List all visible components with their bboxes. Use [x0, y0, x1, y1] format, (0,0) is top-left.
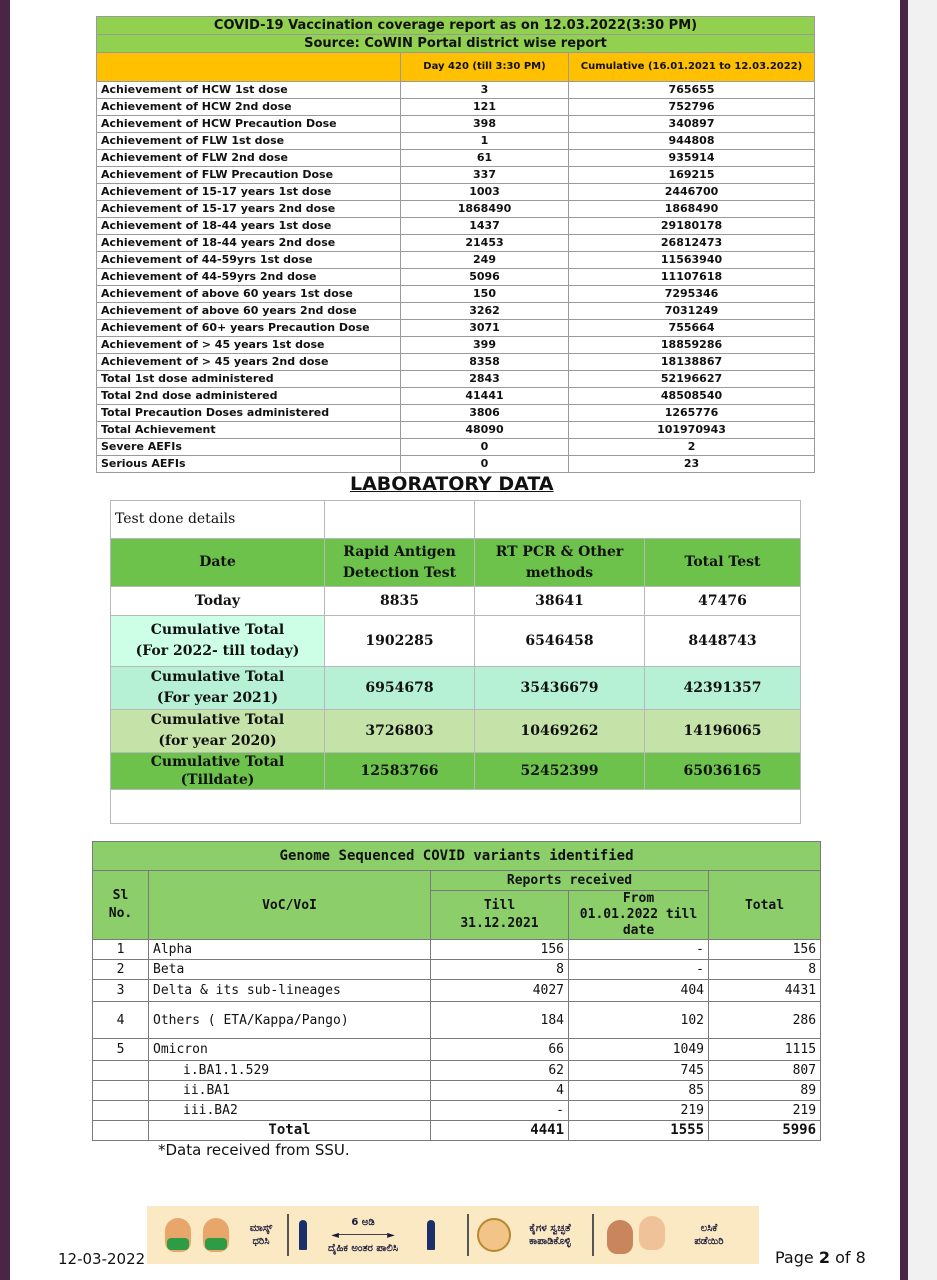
genome-header-from [569, 891, 709, 940]
genome-row-sl [93, 1081, 149, 1101]
row-cumulative: 752796 [569, 99, 815, 116]
lab-caption-blank-1 [325, 501, 475, 539]
row-day: 249 [401, 252, 569, 269]
genome-header-from-line2: 01.01.2022 till [579, 907, 698, 922]
row-day: 121 [401, 99, 569, 116]
vaccination-row [97, 150, 815, 167]
row-label: Achievement of > 45 years 1st dose [97, 337, 401, 354]
vaccination-row [97, 99, 815, 116]
vaccination-row [97, 337, 815, 354]
row-label: Total Precaution Doses administered [97, 405, 401, 422]
banner-divider-2 [467, 1214, 469, 1256]
row-label: Severe AEFIs [97, 439, 401, 456]
row-cumulative: 11563940 [569, 252, 815, 269]
lab-row-2020-line2: (for year 2020) [158, 733, 277, 749]
row-day: 48090 [401, 422, 569, 439]
genome-header-till-line1: Till [483, 898, 516, 913]
genome-row-sl: 4 [93, 1002, 149, 1039]
genome-row [93, 960, 821, 980]
genome-header-voc: VoC/VoI [149, 871, 431, 940]
row-cumulative: 2446700 [569, 184, 815, 201]
genome-row-till: 8 [431, 960, 569, 980]
row-label: Total 1st dose administered [97, 371, 401, 388]
lab-row-2022-total: 8448743 [645, 616, 801, 667]
vaccination-row [97, 269, 815, 286]
genome-total-sl [93, 1121, 149, 1141]
lab-row-2021-label [111, 667, 325, 710]
genome-row [93, 1081, 821, 1101]
lab-row-2022-line2: (For 2022- till today) [135, 643, 300, 659]
lab-row-tilldate-line2: (Tilldate) [180, 772, 255, 788]
row-cumulative: 11107618 [569, 269, 815, 286]
genome-row [93, 940, 821, 960]
genome-header-sl-line2: No. [108, 906, 133, 921]
row-cumulative: 48508540 [569, 388, 815, 405]
row-cumulative: 7295346 [569, 286, 815, 303]
row-label: Total 2nd dose administered [97, 388, 401, 405]
vaccination-row [97, 201, 815, 218]
row-label: Achievement of 18-44 years 2nd dose [97, 235, 401, 252]
lab-header-rat-line1: Rapid Antigen [343, 543, 456, 560]
vaccination-row [97, 303, 815, 320]
row-label: Achievement of FLW Precaution Dose [97, 167, 401, 184]
lab-header-rtpcr-line2: methods [525, 564, 594, 581]
page-number [775, 1248, 866, 1267]
header-day: Day 420 (till 3:30 PM) [401, 53, 569, 82]
banner-divider-3 [592, 1214, 594, 1256]
row-day: 61 [401, 150, 569, 167]
lab-title: LABORATORY DATA [350, 473, 554, 495]
lab-row-today-total: 47476 [645, 587, 801, 616]
row-cumulative: 23 [569, 456, 815, 473]
person-icon-2 [427, 1220, 435, 1250]
row-day: 41441 [401, 388, 569, 405]
genome-row-name: ii.BA1 [149, 1081, 431, 1101]
genome-row-total: 8 [709, 960, 821, 980]
row-cumulative: 755664 [569, 320, 815, 337]
genome-total-total: 5996 [709, 1121, 821, 1141]
genome-row-from: 1049 [569, 1039, 709, 1061]
vaccination-row [97, 286, 815, 303]
genome-row-name: Delta & its sub-lineages [149, 980, 431, 1002]
lab-row-today-rtpcr: 38641 [475, 587, 645, 616]
genome-row-till: 184 [431, 1002, 569, 1039]
row-day: 1003 [401, 184, 569, 201]
genome-total-till: 4441 [431, 1121, 569, 1141]
vaccination-row [97, 167, 815, 184]
genome-row-name: Beta [149, 960, 431, 980]
genome-row-sl: 3 [93, 980, 149, 1002]
genome-row-total: 807 [709, 1061, 821, 1081]
genome-row-name: Others ( ETA/Kappa/Pango) [149, 1002, 431, 1039]
genome-header-sl [93, 871, 149, 940]
genome-row-from: 745 [569, 1061, 709, 1081]
genome-row-sl: 5 [93, 1039, 149, 1061]
lab-row-today-rat: 8835 [325, 587, 475, 616]
row-label: Achievement of 18-44 years 1st dose [97, 218, 401, 235]
genome-row-name: iii.BA2 [149, 1101, 431, 1121]
banner-distance-line2: ದೈಹಿಕ ಅಂತರ ಪಾಲಿಸಿ [327, 1243, 399, 1254]
data-source-note: *Data received from SSU. [158, 1141, 350, 1159]
genome-table [92, 841, 821, 1141]
row-label: Achievement of > 45 years 2nd dose [97, 354, 401, 371]
lab-row-tilldate-label [111, 753, 325, 790]
row-cumulative: 7031249 [569, 303, 815, 320]
row-day: 3806 [401, 405, 569, 422]
genome-header-till-line2: 31.12.2021 [460, 916, 539, 931]
lab-row-2021-rat: 6954678 [325, 667, 475, 710]
genome-row-from: 85 [569, 1081, 709, 1101]
row-day: 2843 [401, 371, 569, 388]
genome-header-from-line3: date [622, 923, 655, 938]
row-label: Achievement of FLW 2nd dose [97, 150, 401, 167]
genome-header-sl-line1: Sl [112, 888, 129, 903]
genome-row [93, 1039, 821, 1061]
doctor-icon [639, 1216, 665, 1250]
genome-total-label: Total [149, 1121, 431, 1141]
lab-header-date: Date [111, 539, 325, 587]
genome-row-name: i.BA1.1.529 [149, 1061, 431, 1081]
vaccination-person-icon [607, 1220, 633, 1254]
vaccination-row [97, 371, 815, 388]
genome-row-name: Alpha [149, 940, 431, 960]
row-day: 21453 [401, 235, 569, 252]
genome-row-from: 219 [569, 1101, 709, 1121]
genome-row-total: 4431 [709, 980, 821, 1002]
banner-divider-1 [287, 1214, 289, 1256]
vaccination-row [97, 422, 815, 439]
vaccination-row [97, 133, 815, 150]
genome-row-till: 62 [431, 1061, 569, 1081]
lab-empty-row [111, 790, 801, 824]
genome-rows [93, 940, 821, 1121]
banner-wash-text [515, 1222, 585, 1248]
hand-wash-icon [477, 1218, 511, 1252]
row-day: 1437 [401, 218, 569, 235]
row-cumulative: 29180178 [569, 218, 815, 235]
row-label: Achievement of 44-59yrs 1st dose [97, 252, 401, 269]
genome-row-from: - [569, 960, 709, 980]
row-cumulative: 169215 [569, 167, 815, 184]
vaccination-table [96, 16, 815, 473]
banner-mask-text [237, 1222, 285, 1248]
genome-row-sl [93, 1101, 149, 1121]
row-day: 3 [401, 82, 569, 99]
genome-row-from: 102 [569, 1002, 709, 1039]
lab-row-2022-line1: Cumulative Total [150, 622, 285, 638]
vaccination-row [97, 388, 815, 405]
row-day: 1868490 [401, 201, 569, 218]
row-label: Achievement of FLW 1st dose [97, 133, 401, 150]
banner-mask-line2: ಧರಿಸಿ [252, 1236, 270, 1247]
genome-row-sl: 2 [93, 960, 149, 980]
lab-row-2022-rat: 1902285 [325, 616, 475, 667]
lab-caption-blank-2 [475, 501, 801, 539]
row-day: 0 [401, 456, 569, 473]
row-label: Achievement of HCW 2nd dose [97, 99, 401, 116]
genome-row-till: 4027 [431, 980, 569, 1002]
row-cumulative: 18138867 [569, 354, 815, 371]
mask-icon [167, 1238, 189, 1250]
lab-header-total: Total Test [645, 539, 801, 587]
genome-row-total: 1115 [709, 1039, 821, 1061]
lab-row-2021-line1: Cumulative Total [150, 669, 285, 685]
genome-header-till [431, 891, 569, 940]
person-icon [299, 1220, 307, 1250]
row-label: Achievement of 15-17 years 1st dose [97, 184, 401, 201]
banner-wash-line1: ಕೈಗಳ ಸ್ವಚ್ಛತೆ [529, 1223, 571, 1234]
lab-row-tilldate-rtpcr: 52452399 [475, 753, 645, 790]
vaccination-row [97, 405, 815, 422]
row-cumulative: 101970943 [569, 422, 815, 439]
right-border [900, 0, 908, 1280]
lab-header-rat [325, 539, 475, 587]
row-cumulative: 944808 [569, 133, 815, 150]
genome-row-till: 156 [431, 940, 569, 960]
lab-row-2020-rtpcr: 10469262 [475, 710, 645, 753]
vaccination-row [97, 354, 815, 371]
banner-mask-line1: ಮಾಸ್ಕ್ [249, 1223, 273, 1234]
row-cumulative: 1265776 [569, 405, 815, 422]
row-cumulative: 18859286 [569, 337, 815, 354]
row-day: 8358 [401, 354, 569, 371]
vaccination-row [97, 439, 815, 456]
lab-row-2021-total: 42391357 [645, 667, 801, 710]
row-day: 5096 [401, 269, 569, 286]
genome-row [93, 1061, 821, 1081]
row-cumulative: 2 [569, 439, 815, 456]
row-day: 399 [401, 337, 569, 354]
row-label: Achievement of HCW Precaution Dose [97, 116, 401, 133]
header-cumulative: Cumulative (16.01.2021 to 12.03.2022) [569, 53, 815, 82]
row-day: 1 [401, 133, 569, 150]
lab-row-2022-rtpcr: 6546458 [475, 616, 645, 667]
genome-row [93, 1101, 821, 1121]
row-day: 3071 [401, 320, 569, 337]
row-cumulative: 1868490 [569, 201, 815, 218]
genome-row-till: 4 [431, 1081, 569, 1101]
lab-row-2020-line1: Cumulative Total [150, 712, 285, 728]
vaccination-row [97, 218, 815, 235]
row-label: Achievement of 44-59yrs 2nd dose [97, 269, 401, 286]
vaccination-rows [97, 82, 815, 473]
lab-table [110, 500, 801, 824]
genome-header-reports: Reports received [431, 871, 709, 891]
banner-distance-text [313, 1216, 413, 1255]
vaccination-row [97, 82, 815, 99]
genome-row-total: 89 [709, 1081, 821, 1101]
row-day: 150 [401, 286, 569, 303]
vaccination-source: Source: CoWIN Portal district wise report [97, 35, 815, 53]
vaccination-row [97, 235, 815, 252]
lab-header-rtpcr-line1: RT PCR & Other [495, 543, 624, 560]
page-prefix: Page [775, 1248, 814, 1267]
row-cumulative: 26812473 [569, 235, 815, 252]
advisory-banner [147, 1206, 759, 1264]
vaccination-row [97, 116, 815, 133]
lab-row-2022-label [111, 616, 325, 667]
lab-row-2021-rtpcr: 35436679 [475, 667, 645, 710]
left-border [0, 0, 10, 1280]
vaccination-row [97, 456, 815, 473]
lab-row-2020-total: 14196065 [645, 710, 801, 753]
row-day: 337 [401, 167, 569, 184]
row-label: Serious AEFIs [97, 456, 401, 473]
banner-vaccine-line2: ಪಡೆಯಿರಿ [694, 1236, 724, 1247]
lab-caption: Test done details [111, 501, 325, 539]
banner-wash-line2: ಕಾಪಾಡಿಕೊಳ್ಳಿ [529, 1236, 571, 1247]
lab-header-rat-line2: Detection Test [342, 564, 457, 581]
mask-icon-2 [205, 1238, 227, 1250]
genome-row [93, 980, 821, 1002]
banner-vaccine-line1: ಲಸಿಕೆ [700, 1223, 718, 1234]
lab-header-rtpcr [475, 539, 645, 587]
genome-row-till: - [431, 1101, 569, 1121]
lab-row-tilldate-rat: 12583766 [325, 753, 475, 790]
genome-header-total: Total [709, 871, 821, 940]
vaccination-row [97, 320, 815, 337]
genome-row-name: Omicron [149, 1039, 431, 1061]
row-day: 398 [401, 116, 569, 133]
row-label: Achievement of above 60 years 1st dose [97, 286, 401, 303]
lab-row-tilldate-line1: Cumulative Total [150, 754, 285, 770]
right-margin [908, 0, 937, 1280]
row-label: Total Achievement [97, 422, 401, 439]
footer-date: 12-03-2022 [58, 1250, 146, 1268]
vaccination-title: COVID-19 Vaccination coverage report as on 12.03.2022(3:30 PM) [97, 17, 815, 35]
genome-row-from: 404 [569, 980, 709, 1002]
lab-row-today-label: Today [111, 587, 325, 616]
banner-distance-line1: 6 ಅಡಿ [351, 1217, 375, 1228]
genome-row-total: 156 [709, 940, 821, 960]
genome-row [93, 1002, 821, 1039]
lab-row-2020-rat: 3726803 [325, 710, 475, 753]
lab-row-2020-label [111, 710, 325, 753]
genome-row-till: 66 [431, 1039, 569, 1061]
lab-row-tilldate-total: 65036165 [645, 753, 801, 790]
header-blank [97, 53, 401, 82]
page-suffix: of 8 [835, 1248, 866, 1267]
row-day: 3262 [401, 303, 569, 320]
vaccination-row [97, 184, 815, 201]
lab-row-2021-line2: (For year 2021) [156, 690, 279, 706]
banner-vaccine-text [679, 1222, 739, 1248]
genome-header-from-line1: From [622, 891, 655, 906]
row-cumulative: 765655 [569, 82, 815, 99]
row-cumulative: 935914 [569, 150, 815, 167]
genome-total-from: 1555 [569, 1121, 709, 1141]
row-cumulative: 340897 [569, 116, 815, 133]
page-current: 2 [818, 1248, 830, 1267]
row-label: Achievement of 15-17 years 2nd dose [97, 201, 401, 218]
genome-row-sl: 1 [93, 940, 149, 960]
genome-row-total: 286 [709, 1002, 821, 1039]
vaccination-row [97, 252, 815, 269]
row-label: Achievement of HCW 1st dose [97, 82, 401, 99]
row-label: Achievement of above 60 years 2nd dose [97, 303, 401, 320]
genome-row-sl [93, 1061, 149, 1081]
row-day: 0 [401, 439, 569, 456]
genome-row-total: 219 [709, 1101, 821, 1121]
genome-row-from: - [569, 940, 709, 960]
row-cumulative: 52196627 [569, 371, 815, 388]
row-label: Achievement of 60+ years Precaution Dose [97, 320, 401, 337]
arrow-icon: ◄────────► [331, 1230, 395, 1241]
genome-title: Genome Sequenced COVID variants identified [93, 842, 821, 871]
